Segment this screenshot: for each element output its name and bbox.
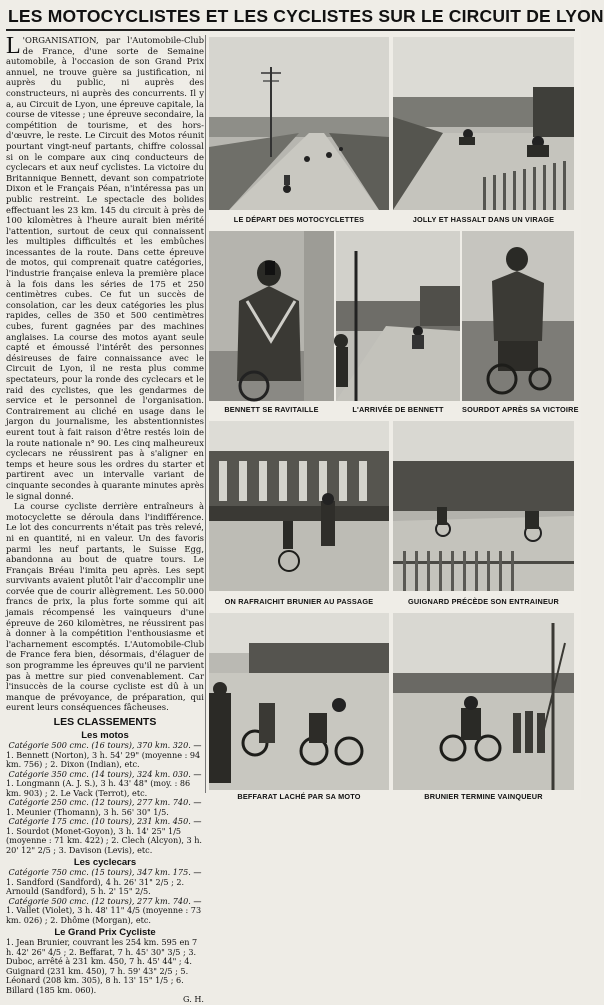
- moto-category: Catégorie 500 cmc. (16 tours), 370 km. 320. —: [8, 740, 202, 750]
- photo-brunier-vainqueur: [393, 613, 574, 790]
- drop-cap: L: [6, 33, 21, 59]
- photo-arrivee-bennett: [336, 231, 460, 401]
- photo-bennett-ravitaille: [209, 231, 334, 401]
- photo-brunier-passage: [209, 421, 389, 591]
- results-title: LES CLASSEMENTS: [53, 716, 157, 728]
- motos-title: Les motos: [81, 730, 129, 741]
- article-column: [6, 33, 204, 1004]
- photo-depart-motocyclettes: [209, 37, 389, 210]
- cyclecar-result: 1. Sandford (Sandford), 4 h. 26' 31" 2/5 ; 2. Arnould (Sandford), 5 h. 2' 15" 2/5.: [6, 876, 185, 896]
- caption-brunier-passage: ON RAFRAICHIT BRUNIER AU PASSAGE: [224, 597, 374, 606]
- moto-category: Catégorie 250 cmc. (12 tours), 277 km. 740. —: [8, 797, 202, 807]
- caption-beffarat: BEFFARAT LACHÉ PAR SA MOTO: [237, 792, 361, 801]
- moto-result: 1. Longmann (A. J. S.), 3 h. 43' 48" (moy. : 86 km. 903) ; 2. Le Vack (Terrot), etc.: [6, 778, 191, 798]
- author-signature: G. H.: [183, 994, 204, 1004]
- cycliste-result: 1. Jean Brunier, couvrant les 254 km. 595 en 7 h. 42' 26" 4/5 ; 2. Beffarat, 7 h. 45' 30" 3/5 ; 3. Duboc, arrêté à 231 km. 450, 7 h. 45' 44" ; 4. Guignard (231 km. 450), 7 h. 59' 43" 2/5 ; 5. Léonard (208 km. 305), 8 h. 13' 15" 1/5 ; 6. Billard (185 km. 060).: [6, 937, 198, 995]
- column-divider: [205, 35, 206, 793]
- caption-arrivee: L'ARRIVÉE DE BENNETT: [352, 405, 444, 414]
- cycliste-title: Le Grand Prix Cycliste: [54, 927, 156, 938]
- cyclecar-category: Catégorie 500 cmc. (12 tours), 277 km. 740. —: [8, 895, 202, 906]
- cyclecar-category: Catégorie 750 cmc. (15 tours), 347 km. 175. —: [8, 867, 202, 877]
- cyclecar-result: 1. Vallet (Violet), 3 h. 48' 11" 4/5 (moyenne : 73 km. 026) ; 2. Dhôme (Morgan), etc.: [6, 905, 202, 925]
- photo-sourdot-victoire: [462, 231, 574, 401]
- photo-jolly-hassalt: [393, 37, 574, 210]
- photo-guignard: [393, 421, 574, 591]
- caption-depart: LE DÉPART DES MOTOCYCLETTES: [233, 215, 365, 224]
- caption-sourdot: SOURDOT APRÈS SA VICTOIRE: [462, 405, 579, 414]
- caption-bennett-ravitaille: BENNETT SE RAVITAILLE: [224, 405, 319, 414]
- article-paragraph-2: La course cycliste derrière entraîneurs à motocyclette se déroula dans l'indifférence. Le lot des concurrents n'était pas très relevé, ni en quantité, ni en valeur. Un des favoris parmi les neuf partants, le Suisse Egg, abandonna au bout de quatre tours. Le Français Bréau l'imita peu après. Les sept survivants avaient plutôt l'air d'accomplir une corvée que de courir allègrement. Les 50.000 francs de prix, la plus forte somme qui ait jamais récompensé les vainqueurs d'une épreuve de 260 kilomètres, ne réussirent pas à donner à la compétition l'enthousiasme et l'acharnement escomptés. L'Automobile-Club de France fera bien, désormais, d'élaguer de son programme les épreuves qu'il ne parvient pas à mettre sur pied convenablement. Car l'insuccès de la course cycliste est dû à un manque de prévoyance, de préparation, qui eurent leurs conséquences fâcheuses.: [6, 501, 204, 713]
- article-paragraph-1: [6, 35, 204, 501]
- moto-result: 1. Bennett (Norton), 3 h. 54' 29" (moyenne : 94 km. 756) ; 2. Dixon (Indian), etc.: [6, 749, 201, 769]
- cyclecars-title: Les cyclecars: [73, 857, 137, 868]
- moto-result: 1. Sourdot (Monet-Goyon), 3 h. 14' 25" 1/5 (moyenne : 71 km. 422) ; 2. Clech (Alcyon), 3 h. 20' 12" 2/5 ; 3. Davison (Levis), etc.: [6, 825, 203, 855]
- moto-result: 1. Meunier (Thomann), 3 h. 56' 30" 1/5.: [6, 806, 169, 817]
- caption-brunier-vainqueur: BRUNIER TERMINE VAINQUEUR: [424, 792, 543, 801]
- caption-guignard: GUIGNARD PRÉCÈDE SON ENTRAINEUR: [408, 597, 559, 606]
- photo-beffarat: [209, 613, 389, 790]
- caption-jolly: JOLLY ET HASSALT DANS UN VIRAGE: [412, 215, 555, 224]
- headline-rule: [6, 29, 575, 31]
- article-body-1: 'ORGANISATION, par l'Automobile-Club de France, d'une sorte de Semaine automobile, à l'occasion de son Grand Prix annuel, ne trouve guère sa justification, ni auprès du public, ni auprès des constructeurs, ni auprès des concurrents. Il y a, au Circuit de Lyon, une épreuve capitale, la course de vitesse ; une épreuve secondaire, la compétition de tourisme, et des hors-d'œuvre, le reste. Le Circuit des Motos réunit pourtant vingt-neuf partants, chiffre colossal si on le compare aux cinq conducteurs de cyclecars et aux neuf cyclistes. La victoire du Britannique Bennett, devant son compatriote Dixon et le Français Péan, n'intéressa pas un public restreint. Le spectacle des bolides effectuant les 23 km. 145 du circuit à près de 100 kilomètres à l'heure aurait bien mérité l'attention, surtout de ceux qui connaissent les multiples difficultés et les embûches incessantes de la route. Dans cette épreuve de motos, qui comprenait quatre catégories, l'industrie française enleva la première place à la fois dans les séries de 175 et 250 centimètres cubes. Ce fut un succès de consolation, car les deux catégories les plus rapides, celles de 350 et 500 centimètres cubes, furent gagnées par des machines anglaises. La course des motos ayant seule capté et émoussé l'intérêt des personnes désireuses de faire connaissance avec le Circuit de Lyon, il ne resta plus comme spectateurs, pour la ronde des cyclecars et le raid des cyclistes, que les gendarmes de service et le personnel de l'organisation. Contrairement au cliché en usage dans le jargon du journalisme, les abstentionnistes eurent tout à fait raison d'être restés loin de la route nationale n° 90. Les cinq malheureux cyclecars ne réussirent pas à s'aligner en temps et heure sous les ordres du starter et partirent avec un intervalle variant de cinquante secondes à quarante minutes après le signal donné.: [6, 35, 204, 501]
- moto-category: Catégorie 350 cmc. (14 tours), 324 km. 030. —: [8, 768, 202, 779]
- page-headline: LES MOTOCYCLISTES ET LES CYCLISTES SUR LE CIRCUIT DE LYON: [8, 6, 604, 26]
- moto-category: Catégorie 175 cmc. (10 tours), 231 km. 450. —: [8, 816, 202, 826]
